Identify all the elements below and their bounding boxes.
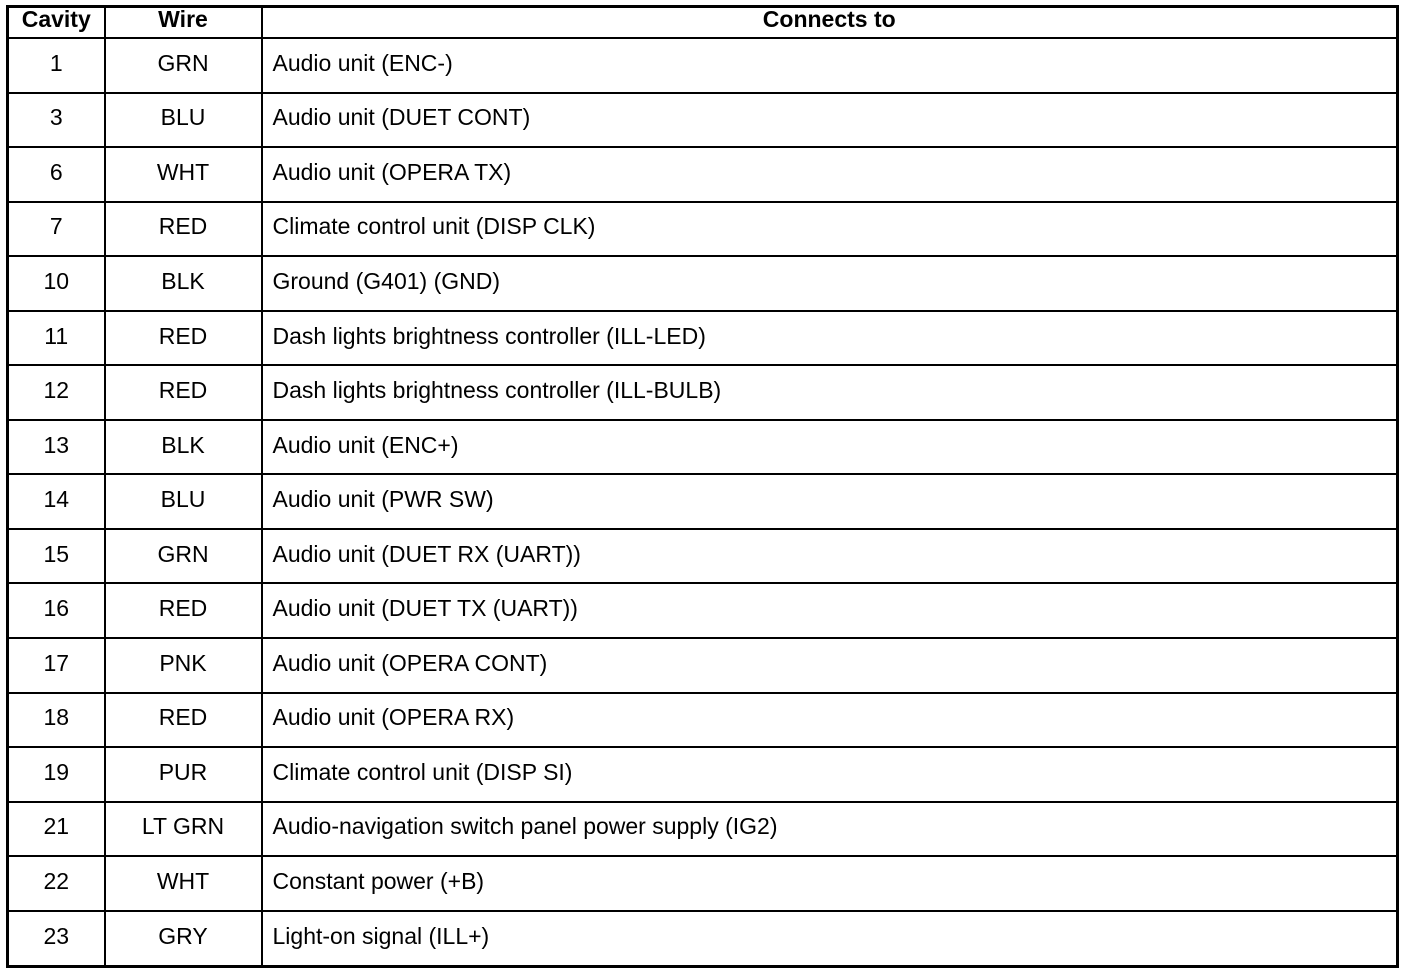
cavity-cell: 12	[8, 365, 105, 420]
wire-color-cell: WHT	[105, 147, 262, 202]
cavity-cell: 11	[8, 311, 105, 366]
cavity-cell: 10	[8, 256, 105, 311]
connects-to-cell: Constant power (+B)	[262, 856, 1398, 911]
connects-to-cell: Audio unit (DUET CONT)	[262, 93, 1398, 148]
cavity-cell: 22	[8, 856, 105, 911]
wire-color-cell: BLK	[105, 420, 262, 475]
cavity-cell: 1	[8, 38, 105, 93]
table-row	[8, 311, 1398, 366]
wire-color-cell: RED	[105, 583, 262, 638]
connects-to-cell: Audio unit (DUET RX (UART))	[262, 529, 1398, 584]
table-row	[8, 583, 1398, 638]
connects-to-cell: Audio unit (ENC+)	[262, 420, 1398, 475]
cavity-cell: 13	[8, 420, 105, 475]
table-row	[8, 147, 1398, 202]
column-header-wire: Wire	[105, 7, 262, 39]
connects-to-cell: Audio unit (DUET TX (UART))	[262, 583, 1398, 638]
wire-color-cell: RED	[105, 693, 262, 748]
wire-color-cell: BLK	[105, 256, 262, 311]
table-row	[8, 93, 1398, 148]
connects-to-cell: Audio unit (OPERA CONT)	[262, 638, 1398, 693]
cavity-cell: 16	[8, 583, 105, 638]
cavity-cell: 19	[8, 747, 105, 802]
cavity-cell: 21	[8, 802, 105, 857]
table-row	[8, 693, 1398, 748]
cavity-cell: 17	[8, 638, 105, 693]
wire-color-cell: LT GRN	[105, 802, 262, 857]
connects-to-cell: Audio unit (ENC-)	[262, 38, 1398, 93]
column-header-cavity: Cavity	[8, 7, 105, 39]
connects-to-cell: Audio-navigation switch panel power supply (IG2)	[262, 802, 1398, 857]
connector-pinout-table	[6, 5, 1399, 968]
cavity-cell: 3	[8, 93, 105, 148]
header-row	[8, 7, 1398, 39]
table-row	[8, 420, 1398, 475]
table-header	[8, 7, 1398, 39]
cavity-cell: 6	[8, 147, 105, 202]
connects-to-cell: Audio unit (PWR SW)	[262, 474, 1398, 529]
wire-color-cell: PNK	[105, 638, 262, 693]
column-header-connects-to: Connects to	[262, 7, 1398, 39]
table-row	[8, 747, 1398, 802]
wire-color-cell: RED	[105, 365, 262, 420]
wire-color-cell: RED	[105, 202, 262, 257]
table-body	[8, 38, 1398, 967]
table-row	[8, 638, 1398, 693]
connects-to-cell: Climate control unit (DISP SI)	[262, 747, 1398, 802]
connects-to-cell: Dash lights brightness controller (ILL-BULB)	[262, 365, 1398, 420]
connects-to-cell: Climate control unit (DISP CLK)	[262, 202, 1398, 257]
cavity-cell: 14	[8, 474, 105, 529]
connects-to-cell: Audio unit (OPERA TX)	[262, 147, 1398, 202]
connects-to-cell: Light-on signal (ILL+)	[262, 911, 1398, 967]
table-row	[8, 802, 1398, 857]
table-row	[8, 529, 1398, 584]
wire-color-cell: BLU	[105, 93, 262, 148]
table-row	[8, 256, 1398, 311]
cavity-cell: 23	[8, 911, 105, 967]
table-row	[8, 856, 1398, 911]
wire-color-cell: BLU	[105, 474, 262, 529]
connects-to-cell: Audio unit (OPERA RX)	[262, 693, 1398, 748]
cavity-cell: 7	[8, 202, 105, 257]
table-row	[8, 911, 1398, 967]
wire-color-cell: GRY	[105, 911, 262, 967]
wire-color-cell: GRN	[105, 38, 262, 93]
connects-to-cell: Ground (G401) (GND)	[262, 256, 1398, 311]
wire-color-cell: GRN	[105, 529, 262, 584]
cavity-cell: 18	[8, 693, 105, 748]
cavity-cell: 15	[8, 529, 105, 584]
connects-to-cell: Dash lights brightness controller (ILL-LED)	[262, 311, 1398, 366]
wire-color-cell: WHT	[105, 856, 262, 911]
table-row	[8, 365, 1398, 420]
wire-color-cell: PUR	[105, 747, 262, 802]
table-row	[8, 38, 1398, 93]
table-row	[8, 474, 1398, 529]
table-row	[8, 202, 1398, 257]
wire-color-cell: RED	[105, 311, 262, 366]
